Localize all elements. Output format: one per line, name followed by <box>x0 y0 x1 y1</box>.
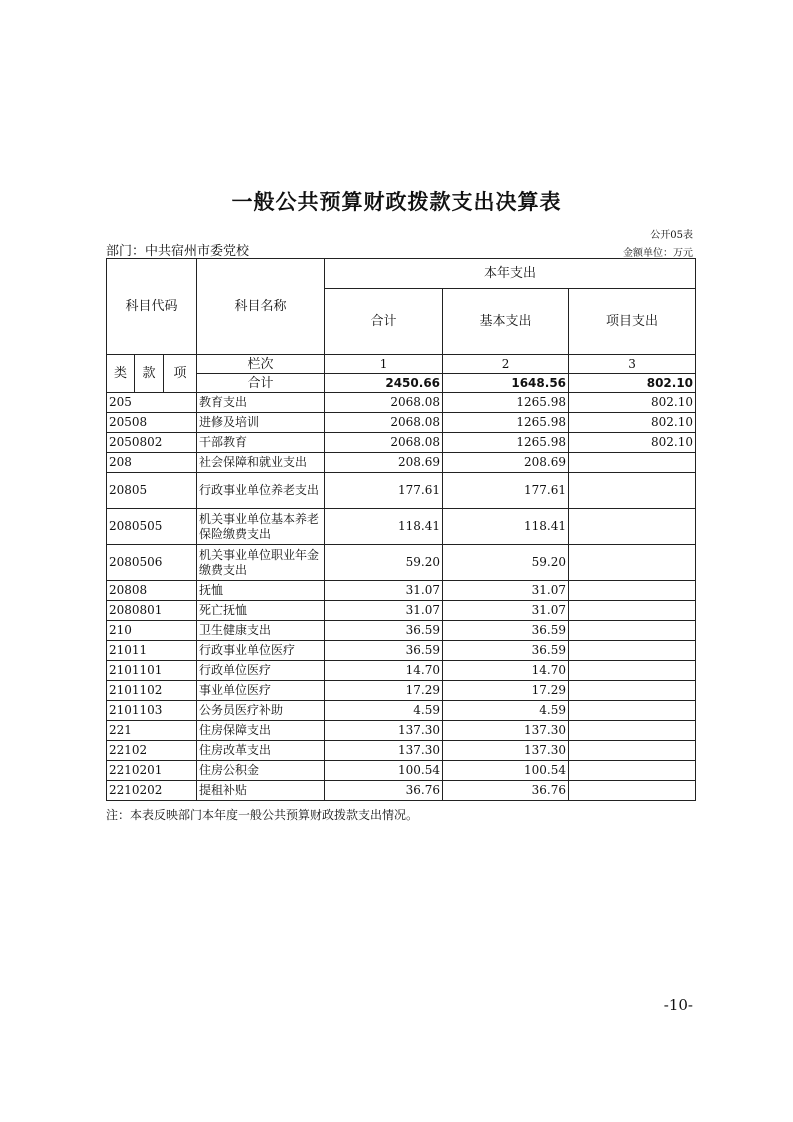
row-basic: 100.54 <box>443 761 569 781</box>
row-total: 137.30 <box>325 721 443 741</box>
table-row <box>107 681 696 701</box>
row-name: 机关事业单位基本养老保险缴费支出 <box>197 509 325 545</box>
row-code: 205 <box>107 393 197 413</box>
row-total: 208.69 <box>325 453 443 473</box>
row-code: 221 <box>107 721 197 741</box>
table-row <box>107 601 696 621</box>
row-project <box>569 781 696 801</box>
row-code: 2080801 <box>107 601 197 621</box>
row-name: 住房保障支出 <box>197 721 325 741</box>
header-total: 合计 <box>325 289 443 355</box>
row-basic: 118.41 <box>443 509 569 545</box>
row-total: 31.07 <box>325 601 443 621</box>
row-code: 2210202 <box>107 781 197 801</box>
header-code: 科目代码 <box>107 259 197 355</box>
table-row <box>107 545 696 581</box>
row-name: 死亡抚恤 <box>197 601 325 621</box>
row-project <box>569 453 696 473</box>
row-name: 社会保障和就业支出 <box>197 453 325 473</box>
row-total: 36.76 <box>325 781 443 801</box>
summary-basic: 1648.56 <box>443 374 569 393</box>
table-row <box>107 453 696 473</box>
row-code: 20508 <box>107 413 197 433</box>
row-basic: 31.07 <box>443 581 569 601</box>
row-basic: 31.07 <box>443 601 569 621</box>
row-total: 4.59 <box>325 701 443 721</box>
header-name: 科目名称 <box>197 259 325 355</box>
row-code: 20808 <box>107 581 197 601</box>
row-code: 210 <box>107 621 197 641</box>
table-row <box>107 473 696 509</box>
row-code: 21011 <box>107 641 197 661</box>
row-basic: 137.30 <box>443 721 569 741</box>
page-title: 一般公共预算财政拨款支出决算表 <box>231 190 562 214</box>
row-code: 2080505 <box>107 509 197 545</box>
table-row <box>107 581 696 601</box>
row-project <box>569 681 696 701</box>
form-number: 公开05表 <box>650 230 693 241</box>
row-basic: 4.59 <box>443 701 569 721</box>
row-total: 177.61 <box>325 473 443 509</box>
row-basic: 36.59 <box>443 621 569 641</box>
row-total: 14.70 <box>325 661 443 681</box>
row-code: 2101103 <box>107 701 197 721</box>
row-project: 802.10 <box>569 433 696 453</box>
row-name: 提租补贴 <box>197 781 325 801</box>
row-project <box>569 701 696 721</box>
header-current-year: 本年支出 <box>325 259 696 289</box>
summary-label: 合计 <box>197 374 325 393</box>
row-name: 进修及培训 <box>197 413 325 433</box>
table-row <box>107 433 696 453</box>
table-row <box>107 641 696 661</box>
row-project <box>569 601 696 621</box>
row-basic: 14.70 <box>443 661 569 681</box>
table-row <box>107 661 696 681</box>
summary-project: 802.10 <box>569 374 696 393</box>
row-total: 2068.08 <box>325 393 443 413</box>
row-basic: 137.30 <box>443 741 569 761</box>
row-name: 事业单位医疗 <box>197 681 325 701</box>
row-name: 行政事业单位医疗 <box>197 641 325 661</box>
row-code: 20805 <box>107 473 197 509</box>
row-name: 抚恤 <box>197 581 325 601</box>
header-project: 项目支出 <box>569 289 696 355</box>
row-total: 59.20 <box>325 545 443 581</box>
row-total: 31.07 <box>325 581 443 601</box>
row-total: 2068.08 <box>325 433 443 453</box>
row-basic: 1265.98 <box>443 393 569 413</box>
row-basic: 36.59 <box>443 641 569 661</box>
row-name: 行政事业单位养老支出 <box>197 473 325 509</box>
table-row <box>107 781 696 801</box>
header-kuan: 款 <box>135 355 164 393</box>
table-row <box>107 721 696 741</box>
row-name: 干部教育 <box>197 433 325 453</box>
row-basic: 1265.98 <box>443 433 569 453</box>
row-total: 36.59 <box>325 641 443 661</box>
row-name: 卫生健康支出 <box>197 621 325 641</box>
summary-total: 2450.66 <box>325 374 443 393</box>
row-name: 教育支出 <box>197 393 325 413</box>
row-project <box>569 581 696 601</box>
row-code: 22102 <box>107 741 197 761</box>
row-total: 36.59 <box>325 621 443 641</box>
department-label: 部门：中共宿州市委党校 <box>106 244 250 259</box>
row-name: 住房改革支出 <box>197 741 325 761</box>
row-project <box>569 621 696 641</box>
table-note: 注：本表反映部门本年度一般公共预算财政拨款支出情况。 <box>106 808 419 822</box>
row-total: 100.54 <box>325 761 443 781</box>
row-project <box>569 509 696 545</box>
unit-label: 金额单位：万元 <box>623 248 693 259</box>
row-project <box>569 473 696 509</box>
row-name: 行政单位医疗 <box>197 661 325 681</box>
row-project <box>569 641 696 661</box>
header-lei: 类 <box>107 355 135 393</box>
row-project: 802.10 <box>569 393 696 413</box>
expenditure-table <box>106 258 696 801</box>
header-row-label: 栏次 <box>197 355 325 374</box>
table-row <box>107 621 696 641</box>
row-name: 公务员医疗补助 <box>197 701 325 721</box>
table-row <box>107 761 696 781</box>
row-project <box>569 545 696 581</box>
row-basic: 59.20 <box>443 545 569 581</box>
table-row <box>107 741 696 761</box>
header-col2: 2 <box>443 355 569 374</box>
row-project <box>569 661 696 681</box>
row-basic: 1265.98 <box>443 413 569 433</box>
table-row <box>107 509 696 545</box>
row-project <box>569 761 696 781</box>
row-code: 2050802 <box>107 433 197 453</box>
header-basic: 基本支出 <box>443 289 569 355</box>
row-code: 2101101 <box>107 661 197 681</box>
table-row <box>107 701 696 721</box>
row-basic: 17.29 <box>443 681 569 701</box>
page-number: -10- <box>663 996 693 1014</box>
row-name: 机关事业单位职业年金缴费支出 <box>197 545 325 581</box>
row-project: 802.10 <box>569 413 696 433</box>
table-row <box>107 413 696 433</box>
row-code: 208 <box>107 453 197 473</box>
header-col3: 3 <box>569 355 696 374</box>
row-code: 2210201 <box>107 761 197 781</box>
row-basic: 177.61 <box>443 473 569 509</box>
table-row <box>107 393 696 413</box>
row-basic: 208.69 <box>443 453 569 473</box>
row-code: 2101102 <box>107 681 197 701</box>
row-code: 2080506 <box>107 545 197 581</box>
row-total: 137.30 <box>325 741 443 761</box>
row-total: 118.41 <box>325 509 443 545</box>
row-basic: 36.76 <box>443 781 569 801</box>
row-name: 住房公积金 <box>197 761 325 781</box>
header-col1: 1 <box>325 355 443 374</box>
row-project <box>569 721 696 741</box>
row-total: 2068.08 <box>325 413 443 433</box>
header-xiang: 项 <box>164 355 197 393</box>
row-total: 17.29 <box>325 681 443 701</box>
row-project <box>569 741 696 761</box>
